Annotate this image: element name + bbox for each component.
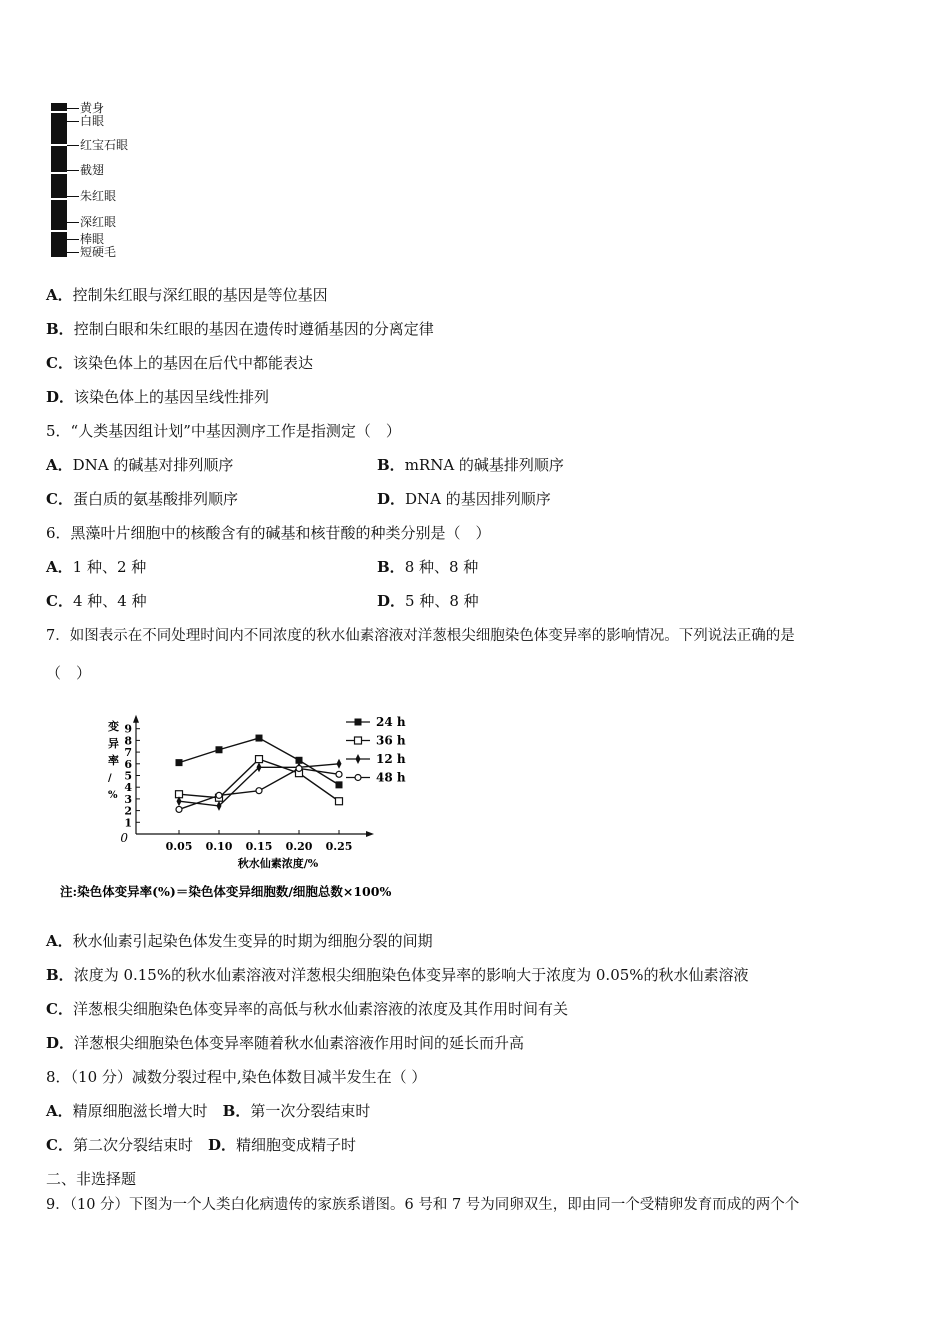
x-tick-label: 0.15 (245, 840, 273, 853)
legend-label: 48 h (376, 770, 406, 785)
chart-legend (346, 715, 406, 785)
y-tick-label: 4 (124, 781, 132, 795)
chromosome-band (51, 172, 67, 174)
data-point (336, 771, 342, 777)
x-axis-arrow (366, 831, 374, 837)
y-tick-label: 5 (124, 769, 132, 783)
y-tick-label: 8 (124, 734, 132, 748)
legend-label: 12 h (376, 752, 406, 766)
q5-option-d: D．DNA 的基因排列顺序 (377, 490, 551, 508)
legend-marker (355, 737, 362, 744)
y-tick-label: 9 (124, 722, 132, 736)
chromosome-band (51, 144, 67, 146)
gene-tick (67, 108, 79, 109)
data-point (336, 781, 343, 788)
legend-marker (355, 719, 362, 726)
gene-label: 朱红眼 (80, 189, 117, 203)
q9-stem: 9．（10 分）下图为一个人类白化病遗传的家族系谱图。6 号和 7 号为同卵双生，即由同一个受精卵发育而成的两个个 (46, 1197, 800, 1213)
gene-label: 黄身 (80, 101, 105, 115)
q5-option-b: B．mRNA 的碱基排列顺序 (377, 456, 564, 474)
gene-label: 白眼 (80, 114, 105, 128)
gene-tick (67, 196, 79, 197)
legend-marker (356, 754, 361, 764)
q6-option-a: A．1 种、2 种 (46, 558, 147, 576)
data-point (337, 759, 342, 769)
q7-stem-cont: （ ） (46, 664, 92, 682)
x-tick-label: 0.25 (325, 840, 353, 853)
y-axis-arrow (133, 715, 139, 723)
q6-option-b: B．8 种、8 种 (377, 558, 479, 576)
data-point (217, 801, 222, 811)
chart-axes (60, 715, 391, 899)
gene-tick (67, 222, 79, 223)
gene-tick (67, 170, 79, 171)
chromosome-band (51, 111, 67, 113)
q6-option-d: D．5 种、8 种 (377, 592, 479, 610)
data-point (216, 792, 222, 798)
x-axis-label: 秋水仙素浓度/% (237, 857, 319, 870)
q5-stem: 5．“人类基因组计划”中基因测序工作是指测定（ ） (46, 422, 401, 440)
gene-tick (67, 239, 79, 240)
q7-option-a: A．秋水仙素引起染色体发生变异的时期为细胞分裂的间期 (46, 932, 433, 950)
data-point (296, 765, 302, 771)
data-point (216, 746, 223, 753)
y-tick-label: 1 (124, 816, 132, 830)
data-point (176, 759, 183, 766)
data-point (256, 735, 263, 742)
q7-option-b: B．浓度为 0.15%的秋水仙素溶液对洋葱根尖细胞染色体变异率的影响大于浓度为 0.05%的秋水仙素溶液 (46, 966, 749, 984)
variation-rate-chart (46, 700, 466, 910)
legend-marker (355, 775, 361, 781)
q7-stem: 7．如图表示在不同处理时间内不同浓度的秋水仙素溶液对洋葱根尖细胞染色体变异率的影响情况。下列说法正确的是 (46, 628, 795, 644)
q5-option-a: A．DNA 的碱基对排列顺序 (46, 456, 234, 474)
q8-options-row1: A．精原细胞滋长增大时 B．第一次分裂结束时 (46, 1102, 371, 1120)
y-tick-label: 2 (124, 804, 132, 818)
gene-label: 截翅 (80, 163, 105, 177)
gene-label: 红宝石眼 (80, 138, 129, 152)
q7-option-c: C．洋葱根尖细胞染色体变异率的高低与秋水仙素溶液的浓度及其作用时间有关 (46, 1000, 568, 1018)
x-tick-label: 0.20 (285, 840, 313, 853)
x-tick-label: 0.05 (165, 840, 193, 853)
data-point (176, 806, 182, 812)
q4-option-d: D．该染色体上的基因呈线性排列 (46, 388, 270, 406)
y-axis-label: 变异率/ % (108, 720, 119, 801)
chromosome-band (51, 198, 67, 200)
section-heading: 二、非选择题 (46, 1170, 137, 1188)
gene-tick (67, 121, 79, 122)
chromosome-band (51, 230, 67, 232)
chromosome-bar (51, 103, 67, 257)
q8-options-row2: C．第二次分裂结束时 D．精细胞变成精子时 (46, 1136, 357, 1154)
origin-label: 0 (120, 831, 128, 845)
data-point (336, 798, 343, 805)
q6-stem: 6．黑藻叶片细胞中的核酸含有的碱基和核苷酸的种类分别是（ ） (46, 524, 491, 542)
q4-option-a: A．控制朱红眼与深红眼的基因是等位基因 (46, 286, 328, 304)
gene-label: 深红眼 (80, 215, 117, 229)
chart-note: 注:染色体变异率(%)＝染色体变异细胞数/细胞总数×100% (60, 884, 392, 899)
x-tick-label: 0.10 (205, 840, 233, 853)
chart-marks (176, 735, 343, 813)
y-tick-label: 6 (124, 757, 132, 771)
q8-stem: 8．（10 分）减数分裂过程中,染色体数目减半发生在（ ） (46, 1068, 427, 1086)
legend-label: 24 h (376, 715, 406, 729)
gene-label: 棒眼 (80, 232, 105, 246)
legend-label: 36 h (376, 733, 406, 748)
q6-option-c: C．4 种、4 种 (46, 592, 147, 610)
q4-option-b: B．控制白眼和朱红眼的基因在遗传时遵循基因的分离定律 (46, 320, 434, 338)
gene-tick (67, 252, 79, 253)
data-point (257, 762, 262, 772)
y-tick-label: 3 (124, 792, 132, 806)
gene-label: 短硬毛 (80, 245, 117, 259)
gene-tick (67, 145, 79, 146)
data-point (256, 756, 263, 763)
y-tick-label: 7 (124, 746, 132, 760)
q4-option-c: C．该染色体上的基因在后代中都能表达 (46, 354, 313, 372)
data-point (256, 788, 262, 794)
q5-option-c: C．蛋白质的氨基酸排列顺序 (46, 490, 238, 508)
q7-option-d: D．洋葱根尖细胞染色体变异率随着秋水仙素溶液作用时间的延长而升高 (46, 1034, 525, 1052)
